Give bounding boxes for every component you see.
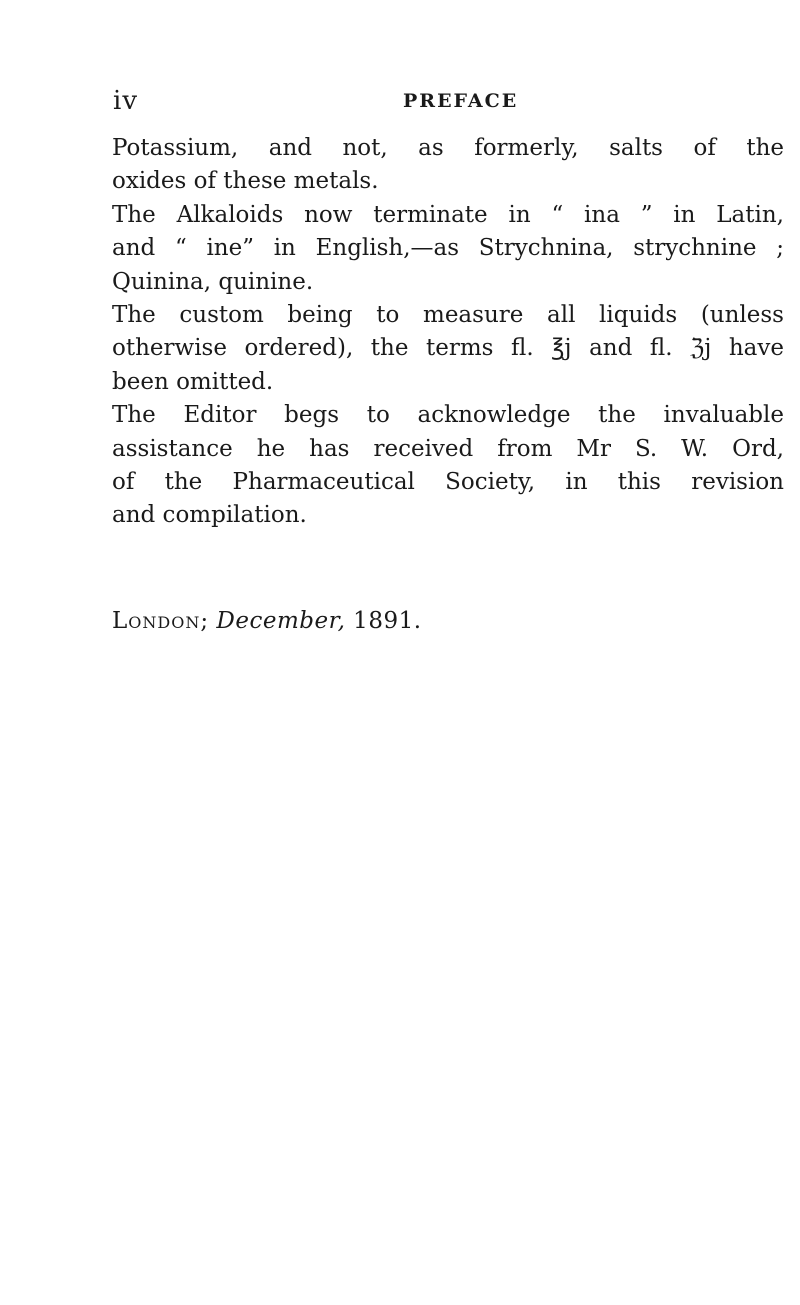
text-line: of the Pharmaceutical Society, in this revision bbox=[112, 469, 784, 496]
running-head bbox=[113, 86, 773, 116]
page-number: iv bbox=[113, 86, 139, 116]
text-line: and compilation. bbox=[112, 502, 307, 529]
text-line: oxides of these metals. bbox=[112, 168, 379, 195]
text-line: and “ ine” in English,—as Strychnina, strychnine ; bbox=[112, 235, 784, 262]
text-line: The Alkaloids now terminate in “ ina ” in Latin, bbox=[112, 201, 784, 228]
text-line: Quinina, quinine. bbox=[112, 268, 314, 295]
text-line: The custom being to measure all liquids (unless bbox=[112, 302, 784, 329]
signature-date: December, 1891. bbox=[216, 608, 422, 634]
signature-separator: ; bbox=[200, 608, 217, 634]
running-title: PREFACE bbox=[403, 90, 519, 112]
text-line: been omitted. bbox=[112, 368, 274, 395]
signature-place: London bbox=[112, 608, 201, 634]
preface-body bbox=[112, 132, 784, 533]
text-line: The Editor begs to acknowledge the invaluable bbox=[112, 402, 784, 429]
text-line: assistance he has received from Mr S. W. Ord, bbox=[112, 435, 784, 462]
text-line: Potassium, and not, as formerly, salts of the bbox=[112, 135, 784, 161]
signature-line bbox=[112, 608, 422, 634]
text-line: otherwise ordered), the terms fl. ℥j and fl. ℨj have bbox=[112, 335, 784, 362]
